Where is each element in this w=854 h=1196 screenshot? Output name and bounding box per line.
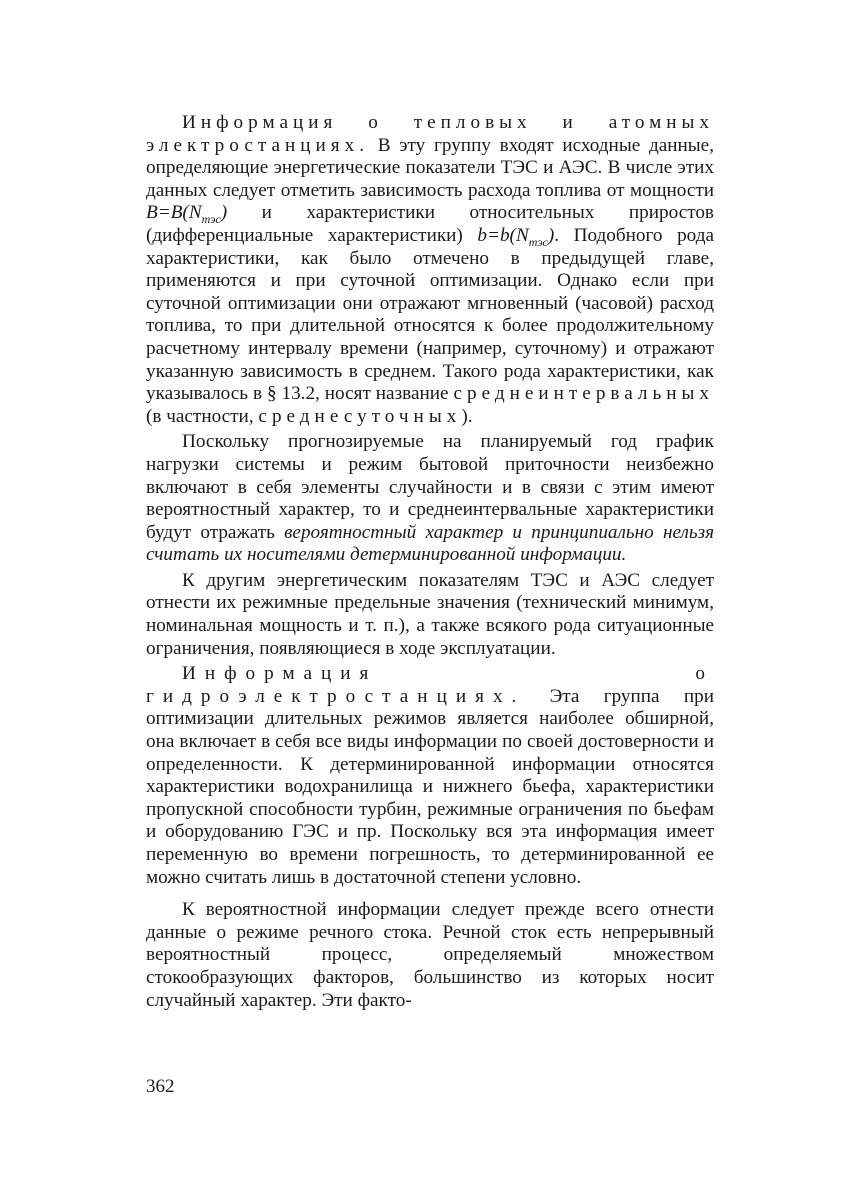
text-segment: ). — [461, 405, 473, 427]
paragraph-river-flow — [146, 899, 714, 1012]
text-segment: (в частности, — [146, 405, 259, 427]
text-segment: . Подобного рода характеристики, как было отмечено в предыдущей главе, применяются и при суточной оптимизации. Однако если при суточной оптимизации они отражают мгновенный (часовой) расход топлива, то при длительной относятся к более продолжительному расчетному интервалу времени (например, суточному) и отражают указанную зависимость в среднем. Такого рода характеристики, как указывалось в § 13.2, носят название — [146, 224, 714, 405]
paragraph-hydro-plants — [146, 663, 714, 889]
section-heading-thermal: Информация о тепловых и атомных электростанциях. — [146, 112, 714, 156]
term-daily-average: среднесуточных — [258, 405, 462, 427]
page-number: 362 — [146, 1076, 175, 1097]
text-segment: К вероятностной информации следует прежде всего отнести данные о режиме речного стока. Речной сток есть непрерывный вероятностный процесс, определяемый множеством стокообразующих факторов, большинство из которых носит случайный характер. Эти факто- — [146, 899, 714, 1011]
paragraph-probabilistic-nature — [146, 431, 714, 567]
text-segment: и характеристики относительных приростов (дифференциальные характеристики) — [146, 202, 714, 246]
text-segment: Поскольку прогнозируемые на планируемый год график нагрузки системы и режим бытовой приточности неизбежно включают в себя элементы случайности и в связи с этим имеют вероятностный характер, то и среднеинтервальные характеристики будут отражать — [146, 431, 714, 543]
section-heading-hydro: Информация о гидроэлектростанциях. — [146, 663, 714, 707]
text-segment: В эту группу входят исходные данные, определяющие энергетические показатели ТЭС и АЭС. В числе этих данных следует отметить зависимость расхода топлива от мощности — [146, 134, 714, 201]
text-segment: К другим энергетическим показателям ТЭС и АЭС следует отнести их режимные предельные значения (технический минимум, номинальная мощность и т. п.), а также всякого рода ситуационные ограничения, появляющиеся в ходе эксплуатации. — [146, 569, 714, 659]
paragraph-thermal-plants — [146, 112, 714, 428]
term-interval-average: среднеинтервальных — [453, 383, 714, 405]
page-body — [146, 112, 714, 1012]
text-segment: Эта группа при оптимизации длительных режимов является наиболее обширной, она включает в себя все виды информации по своей достоверности и определенности. К детерминированной информации относятся характеристики водохранилища и нижнего бьефа, характеристики пропускной способности турбин, режимные ограничения по бьефам и оборудованию ГЭС и пр. Поскольку вся эта информация имеет переменную во времени погрешность, то детерминированной ее можно считать лишь в достаточной степени условно. — [146, 685, 714, 888]
paragraph-other-indicators — [146, 570, 714, 660]
formula-incremental-rate: $b=b(N_{тэс})$ — [477, 224, 555, 249]
formula-fuel-consumption: $B=B(N_{тэс})$ — [146, 202, 228, 227]
italic-emphasis: вероятностный характер и принципиально нельзя считать их носителями детерминированной информации. — [146, 521, 715, 566]
